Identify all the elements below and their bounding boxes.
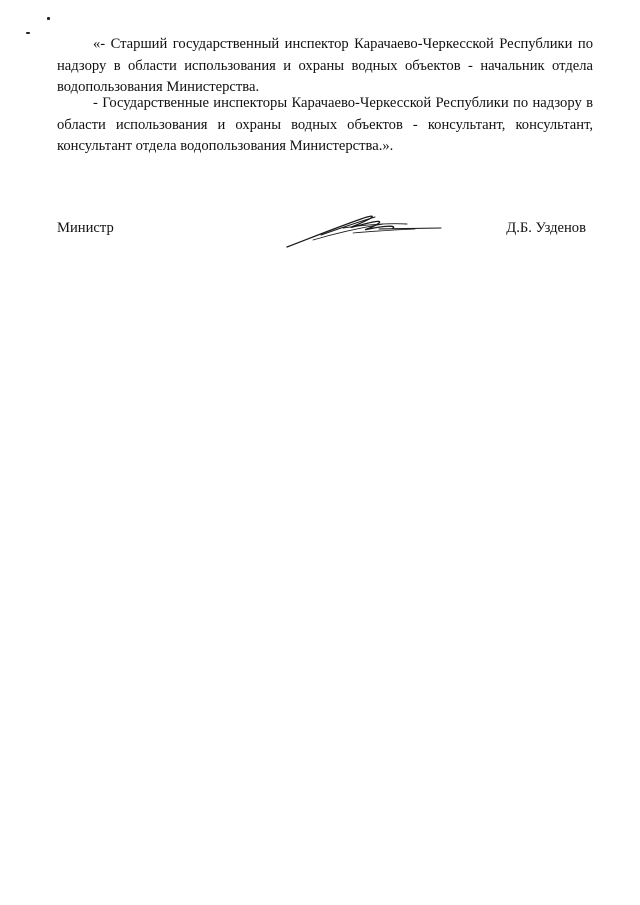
- scan-speck: [26, 32, 30, 34]
- signatory-title: Министр: [57, 220, 114, 236]
- signature-block: [57, 217, 586, 249]
- handwritten-signature: [283, 207, 445, 251]
- paragraph-state-inspectors: - Государственные инспекторы Карачаево-Черкесской Республики по надзору в области использования и охраны водных объектов - консультант, консультант, консультант отдела водопользования Министерства.».: [57, 95, 593, 154]
- paragraph-chief-inspector: «- Старший государственный инспектор Карачаево-Черкесской Республики по надзору в области использования и охраны водных объектов - начальник отдела водопользования Министерства.: [57, 36, 593, 95]
- scan-speck: [47, 17, 50, 20]
- signatory-name: Д.Б. Узденов: [506, 220, 586, 236]
